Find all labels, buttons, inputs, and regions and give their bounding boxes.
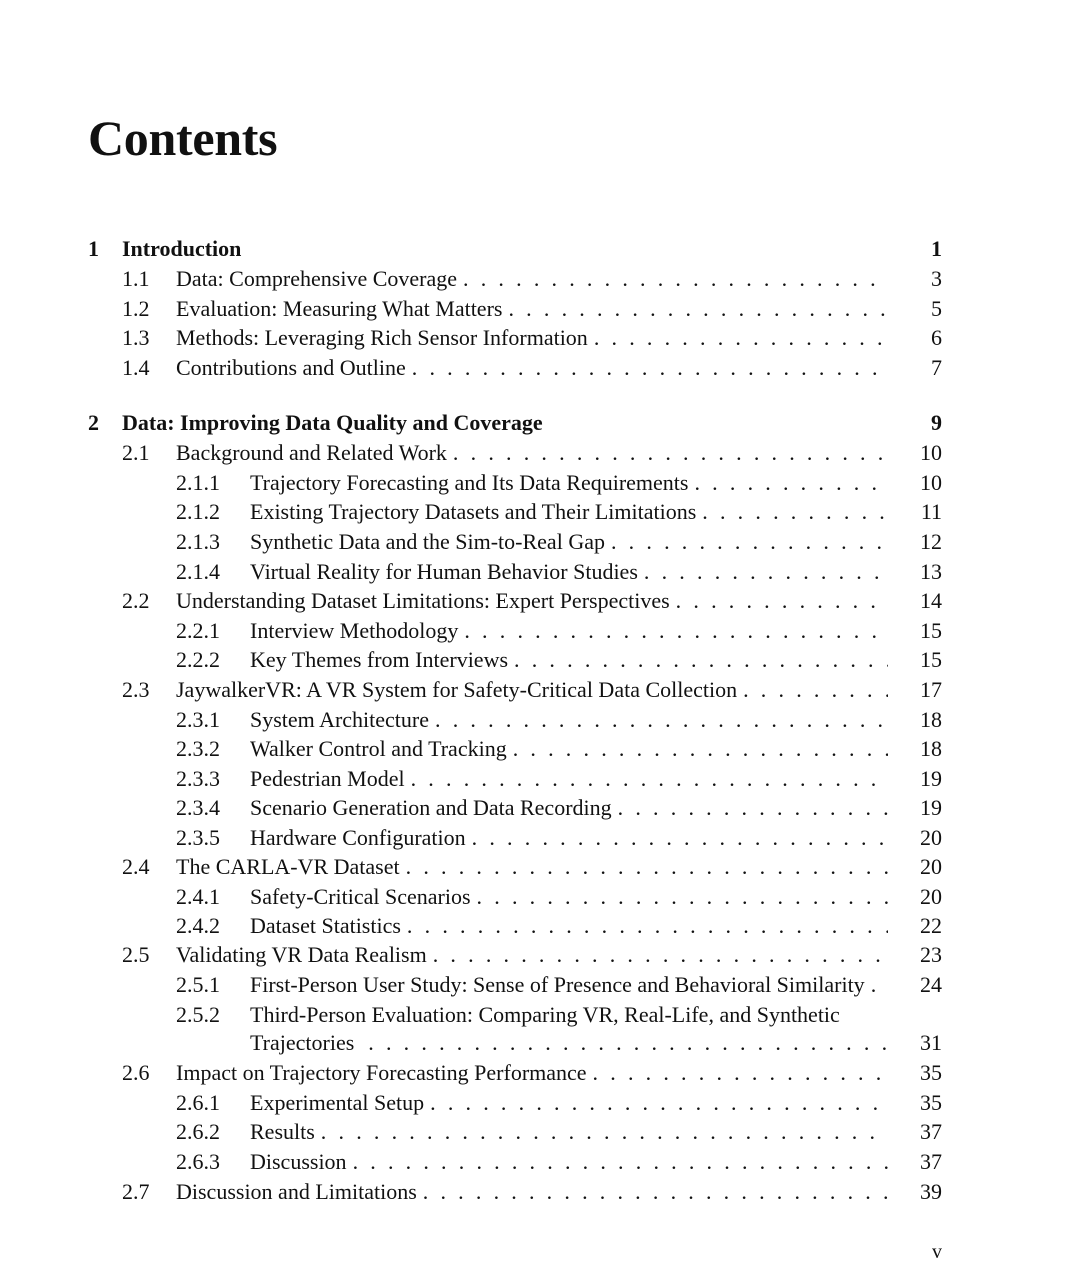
toc-dot-leader [644,558,888,586]
toc-entry-title: Pedestrian Model [250,766,405,791]
toc-entry-page: 3 [931,266,942,291]
toc-chapter [88,409,942,437]
toc-entry-page: 19 [920,766,942,791]
toc-entry-title: Contributions and Outline [176,355,406,380]
toc-dot-leader [406,853,888,881]
toc-dot-leader [743,676,888,704]
toc-entry-title: JaywalkerVR: A VR System for Safety-Critical Data Collection [176,677,738,702]
toc-entry-title: Discussion and Limitations [176,1179,417,1204]
toc-section [122,265,942,293]
toc-entry-number: 2.1.2 [176,499,220,524]
toc-subsection [176,824,942,852]
toc-section [122,587,942,615]
page-title: Contents [88,110,278,166]
toc-dot-leader [353,1148,888,1176]
toc-entry-title: Scenario Generation and Data Recording [250,795,612,820]
toc-entry-title: First-Person User Study: Sense of Presence and Behavioral Similarity [250,972,865,997]
toc-entry-title: Dataset Statistics [250,913,401,938]
toc-subsection [176,558,942,586]
toc-entry-page: 20 [920,884,942,909]
toc-dot-leader [477,883,888,911]
toc-entry-number: 2.4 [122,854,150,879]
toc-dot-leader [411,765,888,793]
toc-dot-leader [433,941,888,969]
toc-entry-page: 23 [920,942,942,967]
toc-subsection [176,912,942,940]
toc-entry-title: System Architecture [250,707,430,732]
toc-dot-leader [513,735,888,763]
toc-entry-title: Impact on Trajectory Forecasting Performance [176,1060,587,1085]
toc-dot-leader [618,794,888,822]
toc-entry-page: 10 [920,440,942,465]
toc-section [122,295,942,323]
toc-subsection [176,646,942,674]
toc-entry-number: 2.1.3 [176,529,220,554]
toc-entry-number: 2.2.1 [176,618,220,643]
toc-entry-number: 2.5.2 [176,1002,220,1027]
toc-entry-title: Discussion [250,1149,347,1174]
toc-entry-title: Results [250,1119,315,1144]
toc-entry-number: 2.2.2 [176,647,220,672]
toc-entry-title: Safety-Critical Scenarios [250,884,471,909]
toc-entry-title: Evaluation: Measuring What Matters [176,296,503,321]
toc-subsection [176,528,942,556]
toc-entry-page: 15 [920,647,942,672]
toc-section [122,676,942,704]
toc-entry-number: 2.6.2 [176,1119,220,1144]
toc-dot-leader [593,1059,888,1087]
toc-section [122,1178,942,1206]
toc-entry-number: 2.2 [122,588,150,613]
toc-entry-page: 19 [920,795,942,820]
toc-subsection [176,765,942,793]
toc-subsection-continuation [250,1029,942,1057]
toc-entry-number: 2.3.1 [176,707,220,732]
toc-entry-number: 2.1.4 [176,559,220,584]
toc-entry-title: Third-Person Evaluation: Comparing VR, Real-Life, and Synthetic [250,1002,840,1027]
toc-entry-page: 14 [920,588,942,613]
toc-entry-page: 15 [920,618,942,643]
toc-entry-number: 2.4.1 [176,884,220,909]
toc-entry-number: 1.2 [122,296,150,321]
toc-entry-title-continuation: Trajectories [250,1030,355,1055]
toc-entry-page: 35 [920,1090,942,1115]
toc-subsection [176,706,942,734]
toc-entry-page: 37 [920,1119,942,1144]
toc-subsection [176,971,942,999]
toc-entry-page: 24 [920,972,942,997]
toc-section [122,853,942,881]
toc-dot-leader [694,469,888,497]
toc-entry-title: Data: Comprehensive Coverage [176,266,458,291]
toc-entry-page: 39 [920,1179,942,1204]
toc-dot-leader [423,1178,888,1206]
toc-entry-number: 2.6.1 [176,1090,220,1115]
toc-entry-page: 18 [920,736,942,761]
toc-entry-number: 2 [88,410,99,435]
toc-subsection [176,794,942,822]
toc-entry-title: Background and Related Work [176,440,447,465]
toc-entry-number: 1.4 [122,355,150,380]
toc-dot-leader [594,324,888,352]
toc-section [122,324,942,352]
toc-entry-title: Introduction [122,236,242,261]
toc-dot-leader [435,706,888,734]
toc-entry-title: Trajectory Forecasting and Its Data Requirements [250,470,689,495]
toc-subsection [176,735,942,763]
toc-subsection [176,1118,942,1146]
toc-entry-title: Virtual Reality for Human Behavior Studies [250,559,638,584]
toc-chapter [88,235,942,263]
toc-entry-number: 2.3.2 [176,736,220,761]
toc-entry-title: Validating VR Data Realism [176,942,427,967]
toc-subsection [176,1089,942,1117]
toc-entry-title: Hardware Configuration [250,825,466,850]
toc-entry-page: 9 [931,410,942,435]
page-number: v [932,1241,942,1263]
toc-entry-number: 1.3 [122,325,150,350]
toc-dot-leader [514,646,888,674]
toc-dot-leader [368,1029,888,1057]
toc-entry-number: 2.1.1 [176,470,220,495]
toc-entry-title: Key Themes from Interviews [250,647,509,672]
toc-dot-leader [702,498,888,526]
toc-entry-page: 35 [920,1060,942,1085]
toc-entry-number: 2.1 [122,440,150,465]
toc-entry-number: 1 [88,236,99,261]
toc-dot-leader [412,354,888,382]
toc-entry-page: 6 [931,325,942,350]
toc-dot-leader [472,824,888,852]
toc-entry-page: 12 [920,529,942,554]
toc-entry-page: 11 [920,499,942,524]
toc-subsection [176,498,942,526]
toc-entry-page: 7 [931,355,942,380]
toc-entry-number: 2.3 [122,677,150,702]
toc-entry-number: 2.3.3 [176,766,220,791]
toc-entry-number: 2.5 [122,942,150,967]
toc-dot-leader [463,265,888,293]
toc-section [122,354,942,382]
toc-dot-leader [321,1118,888,1146]
toc-entry-title: Walker Control and Tracking [250,736,507,761]
toc-section [122,1059,942,1087]
toc-entry-page: 22 [920,913,942,938]
toc-entry-title: Existing Trajectory Datasets and Their Limitations [250,499,697,524]
toc-entry-title: Experimental Setup [250,1090,425,1115]
toc-entry-page: 13 [920,559,942,584]
toc-entry-title: Understanding Dataset Limitations: Expert Perspectives [176,588,670,613]
toc-dot-leader [871,971,888,999]
toc-entry-number: 2.5.1 [176,972,220,997]
toc-dot-leader [508,295,888,323]
toc-entry-number: 2.7 [122,1179,150,1204]
toc-entry-page: 37 [920,1149,942,1174]
toc-dot-leader [676,587,888,615]
toc-entry-page: 1 [931,236,942,261]
toc-dot-leader [453,439,888,467]
toc-entry-page: 10 [920,470,942,495]
toc-section [122,439,942,467]
toc-subsection [176,617,942,645]
toc-entry-title: The CARLA-VR Dataset [176,854,400,879]
toc-entry-page: 17 [920,677,942,702]
toc-entry-title: Interview Methodology [250,618,459,643]
toc-entry-page: 18 [920,707,942,732]
toc-entry-page: 20 [920,854,942,879]
toc-entry-number: 2.3.4 [176,795,220,820]
toc-subsection [176,883,942,911]
toc-dot-leader [464,617,888,645]
toc-entry-page: 5 [931,296,942,321]
toc-subsection [176,469,942,497]
toc-entry-title: Synthetic Data and the Sim-to-Real Gap [250,529,605,554]
toc-entry-page: 31 [920,1030,942,1055]
toc-entry-page: 20 [920,825,942,850]
toc-section [122,941,942,969]
toc-subsection [176,1001,942,1029]
toc-dot-leader [611,528,888,556]
toc-dot-leader [430,1089,888,1117]
toc-subsection [176,1148,942,1176]
toc-dot-leader [407,912,888,940]
toc-entry-number: 1.1 [122,266,150,291]
toc-entry-title: Methods: Leveraging Rich Sensor Information [176,325,588,350]
toc-entry-number: 2.6.3 [176,1149,220,1174]
toc-entry-number: 2.4.2 [176,913,220,938]
toc-entry-number: 2.6 [122,1060,150,1085]
toc-entry-title: Data: Improving Data Quality and Coverage [122,410,543,435]
toc-entry-number: 2.3.5 [176,825,220,850]
